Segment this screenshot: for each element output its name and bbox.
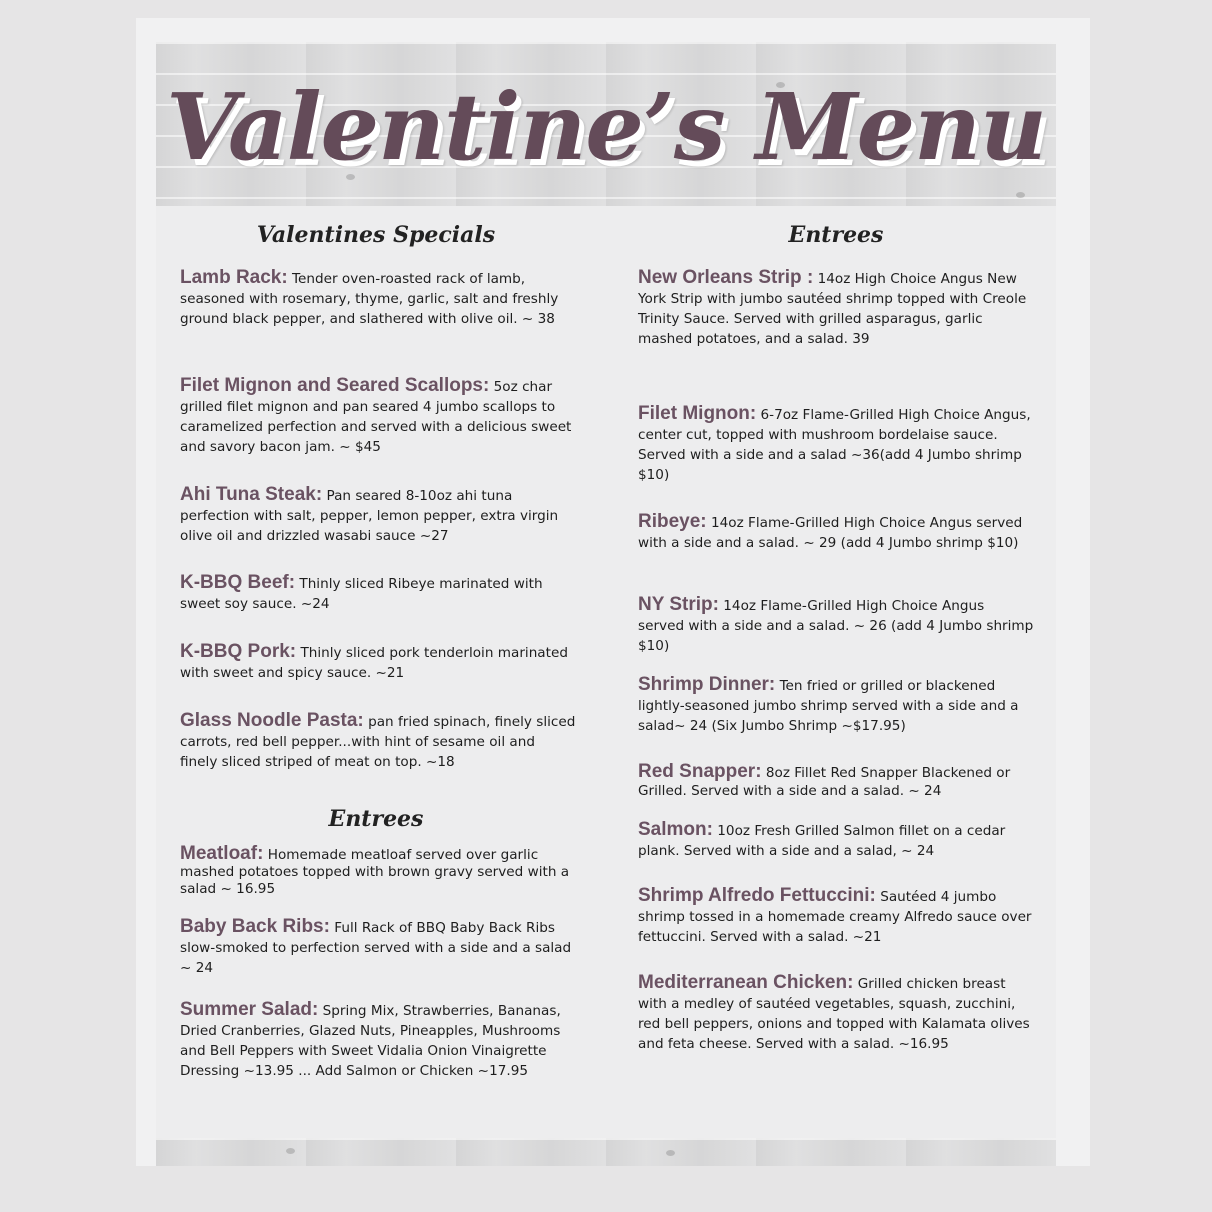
- item-name: Salmon:: [638, 819, 713, 840]
- item-description: 14oz Flame-Grilled High Choice Angus served with a side and a salad. ~ 26 (add 4 Jumbo shrimp $10): [638, 598, 1034, 654]
- menu-page: [156, 42, 1056, 1158]
- item-description: pan fried spinach, finely sliced carrots, red bell pepper...with hint of sesame oil and finely sliced striped of meat on top. ~18: [180, 714, 576, 770]
- menu-item: [638, 404, 1034, 485]
- item-description: 5oz char grilled filet mignon and pan seared 4 jumbo scallops to caramelized perfection and served with a delicious sweet and savory bacon jam. ~ $45: [180, 379, 572, 455]
- menu-title: Valentine’s Menu: [166, 73, 1046, 181]
- item-description: Tender oven-roasted rack of lamb, seasoned with rosemary, thyme, garlic, salt and freshly ground black pepper, and slathered with olive oil. ~ 38: [180, 271, 559, 327]
- item-name: Shrimp Alfredo Fettuccini:: [638, 885, 876, 906]
- item-name: Summer Salad:: [180, 999, 319, 1020]
- menu-item: [180, 1000, 576, 1081]
- item-name: New Orleans Strip :: [638, 267, 814, 288]
- item-name: Filet Mignon:: [638, 403, 757, 424]
- menu-item: [638, 595, 1034, 656]
- menu-item: [180, 376, 576, 457]
- item-name: Baby Back Ribs:: [180, 916, 330, 937]
- item-name: K-BBQ Pork:: [180, 641, 297, 662]
- item-name: Lamb Rack:: [180, 267, 288, 288]
- item-description: 6-7oz Flame-Grilled High Choice Angus, center cut, topped with mushroom bordelaise sauce. Served with a side and a salad ~36(add 4 Jumbo shrimp $10): [638, 407, 1031, 483]
- left-entrees-heading: Entrees: [328, 806, 424, 832]
- item-name: Mediterranean Chicken:: [638, 972, 854, 993]
- item-description: 14oz Flame-Grilled High Choice Angus served with a side and a salad. ~ 29 (add 4 Jumbo shrimp $10): [638, 515, 1023, 551]
- item-description: Sautéed 4 jumbo shrimp tossed in a homemade creamy Alfredo sauce over fettuccini. Served with a salad. ~21: [638, 889, 1032, 945]
- item-description: Pan seared 8-10oz ahi tuna perfection with salt, pepper, lemon pepper, extra virgin olive oil and drizzled wasabi sauce ~27: [180, 488, 559, 544]
- menu-item: [638, 763, 1034, 800]
- wood-footer-banner: [156, 1138, 1056, 1166]
- item-description: Homemade meatloaf served over garlic mashed potatoes topped with brown gravy served with a salad ~ 16.95: [180, 847, 570, 897]
- menu-item: [180, 485, 576, 546]
- item-description: Ten fried or grilled or blackened lightly-seasoned jumbo shrimp served with a side and a salad~ 24 (Six Jumbo Shrimp ~$17.95): [638, 678, 1019, 734]
- item-description: 10oz Fresh Grilled Salmon fillet on a cedar plank. Served with a side and a salad, ~ 24: [638, 823, 1006, 859]
- menu-item: [638, 268, 1034, 349]
- item-name: Meatloaf:: [180, 843, 264, 864]
- menu-item: [180, 573, 576, 614]
- wood-header-banner: [156, 42, 1056, 206]
- menu-item: [180, 845, 576, 898]
- item-description: 8oz Fillet Red Snapper Blackened or Grilled. Served with a side and a salad. ~ 24: [638, 765, 1011, 799]
- item-name: Ahi Tuna Steak:: [180, 484, 323, 505]
- wood-knot: [286, 1148, 295, 1154]
- menu-item: [638, 820, 1034, 861]
- item-description: Full Rack of BBQ Baby Back Ribs slow-smoked to perfection served with a side and a salad ~ 24: [180, 920, 572, 976]
- menu-item: [180, 711, 576, 772]
- item-description: Spring Mix, Strawberries, Bananas, Dried Cranberries, Glazed Nuts, Pineapples, Mushrooms and Bell Peppers with Sweet Vidalia Onion Vinaigrette Dressing ~13.95 ... Add Salmon or Chicken ~17.95: [180, 1003, 561, 1079]
- left-section-heading: Valentines Specials: [256, 222, 496, 248]
- item-description: Thinly sliced pork tenderloin marinated with sweet and spicy sauce. ~21: [180, 645, 568, 681]
- item-description: 14oz High Choice Angus New York Strip with jumbo sautéed shrimp topped with Creole Trinity Sauce. Served with grilled asparagus, garlic mashed potatoes, and a salad. 39: [638, 271, 1027, 347]
- wood-knot: [666, 1150, 675, 1156]
- menu-item: [638, 675, 1034, 736]
- item-name: Ribeye:: [638, 511, 707, 532]
- menu-item: [638, 973, 1034, 1054]
- item-name: Glass Noodle Pasta:: [180, 710, 364, 731]
- menu-item: [180, 917, 576, 978]
- menu-item: [638, 886, 1034, 947]
- item-description: Grilled chicken breast with a medley of sautéed vegetables, squash, zucchini, red bell peppers, onions and topped with Kalamata olives and feta cheese. Served with a salad. ~16.95: [638, 976, 1030, 1052]
- menu-sheet: [136, 18, 1090, 1166]
- menu-item: [180, 268, 576, 329]
- menu-item: [180, 642, 576, 683]
- item-name: NY Strip:: [638, 594, 719, 615]
- right-section-heading: Entrees: [788, 222, 884, 248]
- wood-knot: [1016, 192, 1025, 198]
- menu-item: [638, 512, 1034, 553]
- item-name: Filet Mignon and Seared Scallops:: [180, 375, 490, 396]
- item-description: Thinly sliced Ribeye marinated with sweet soy sauce. ~24: [180, 576, 543, 612]
- item-name: K-BBQ Beef:: [180, 572, 296, 593]
- item-name: Shrimp Dinner:: [638, 674, 776, 695]
- item-name: Red Snapper:: [638, 761, 762, 782]
